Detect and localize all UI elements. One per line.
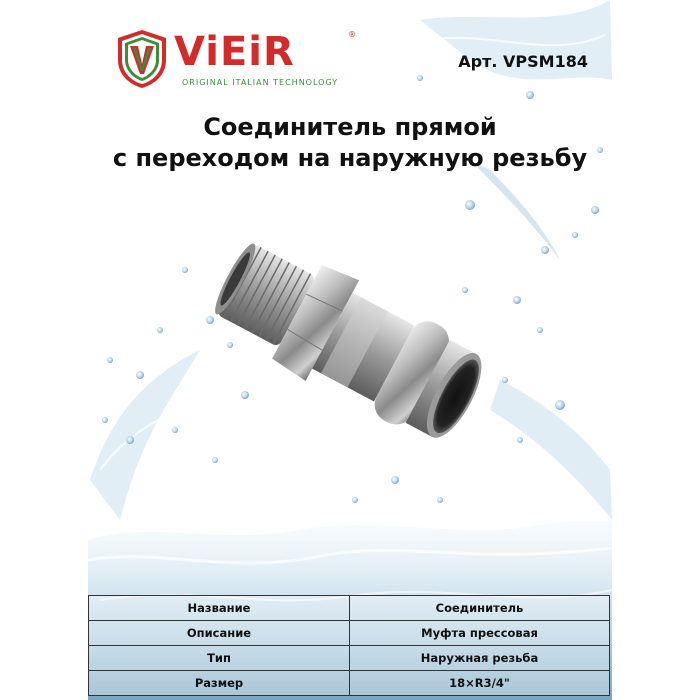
product-title bbox=[0, 112, 700, 174]
table-row bbox=[89, 621, 610, 646]
table-row bbox=[89, 646, 610, 671]
brand-logo bbox=[116, 28, 356, 92]
brand-tagline: ORIGINAL ITALIAN TECHNOLOGY bbox=[182, 78, 339, 87]
spec-key: Тип bbox=[89, 646, 350, 671]
shield-v-icon bbox=[116, 28, 168, 90]
brand-name: ViEiR bbox=[174, 29, 295, 75]
spec-key: Размер bbox=[89, 671, 350, 696]
spec-key: Описание bbox=[89, 621, 350, 646]
spec-value: Муфта прессовая bbox=[350, 621, 610, 646]
article-number: Арт. VPSM184 bbox=[458, 52, 588, 71]
specs-table bbox=[88, 595, 610, 696]
product-title-line2: с переходом на наружную резьбу bbox=[112, 144, 588, 172]
product-title-line1: Соединитель прямой bbox=[203, 113, 497, 141]
spec-value: 18×R3/4" bbox=[350, 671, 610, 696]
spec-value: Наружная резьба bbox=[350, 646, 610, 671]
registered-mark: ® bbox=[348, 30, 356, 39]
table-row bbox=[89, 671, 610, 696]
product-image bbox=[200, 205, 500, 475]
table-row bbox=[89, 596, 610, 621]
spec-value: Соединитель bbox=[350, 596, 610, 621]
spec-key: Название bbox=[89, 596, 350, 621]
